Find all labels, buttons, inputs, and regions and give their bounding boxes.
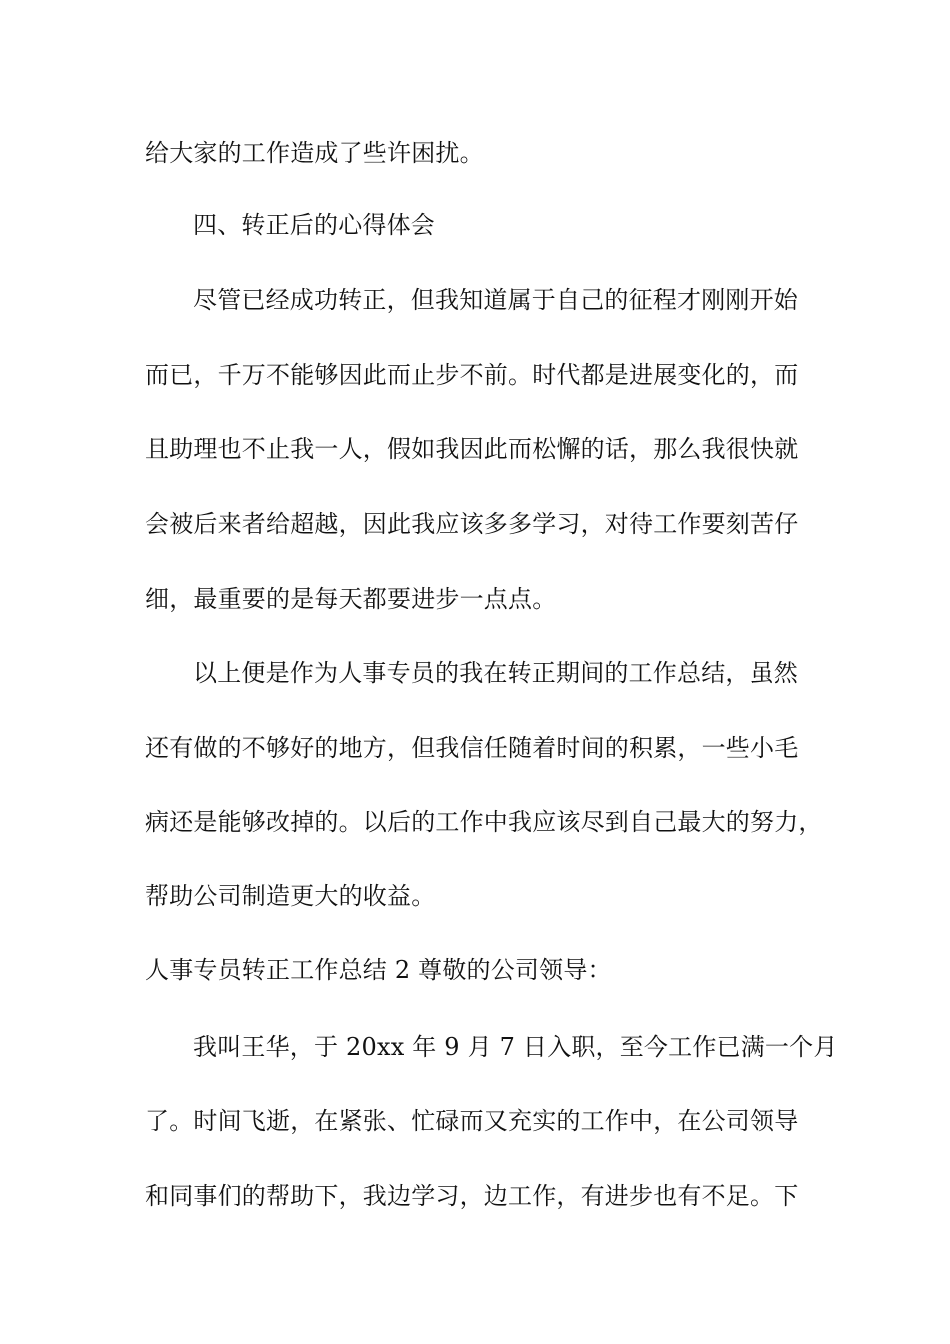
paragraph-line: 帮助公司制造更大的收益。 — [145, 882, 436, 910]
paragraph-line: 和同事们的帮助下，我边学习，边工作，有进步也有不足。下 — [145, 1182, 799, 1210]
paragraph-line: 而已，千万不能够因此而止步不前。时代都是进展变化的，而 — [145, 361, 799, 389]
paragraph-line: 以上便是作为人事专员的我在转正期间的工作总结，虽然 — [193, 659, 798, 687]
paragraph-line: 病还是能够改掉的。以后的工作中我应该尽到自己最大的努力， — [145, 808, 823, 836]
paragraph-line: 尽管已经成功转正，但我知道属于自己的征程才刚刚开始 — [193, 286, 798, 314]
paragraph-line: 会被后来者给超越，因此我应该多多学习，对待工作要刻苦仔 — [145, 510, 799, 538]
section-heading: 四、转正后的心得体会 — [193, 211, 435, 239]
paragraph-line: 了。时间飞逝，在紧张、忙碌而又充实的工作中，在公司领导 — [145, 1107, 799, 1135]
paragraph-line: 给大家的工作造成了些许困扰。 — [145, 139, 484, 167]
paragraph-line: 且助理也不止我一人，假如我因此而松懈的话，那么我很快就 — [145, 435, 799, 463]
document-title-line: 人事专员转正工作总结 2 尊敬的公司领导： — [145, 956, 612, 984]
paragraph-line: 还有做的不够好的地方，但我信任随着时间的积累，一些小毛 — [145, 734, 799, 762]
paragraph-line: 我叫王华，于 20xx 年 9 月 7 日入职，至今工作已满一个月 — [193, 1033, 838, 1061]
paragraph-line: 细，最重要的是每天都要进步一点点。 — [145, 585, 557, 613]
